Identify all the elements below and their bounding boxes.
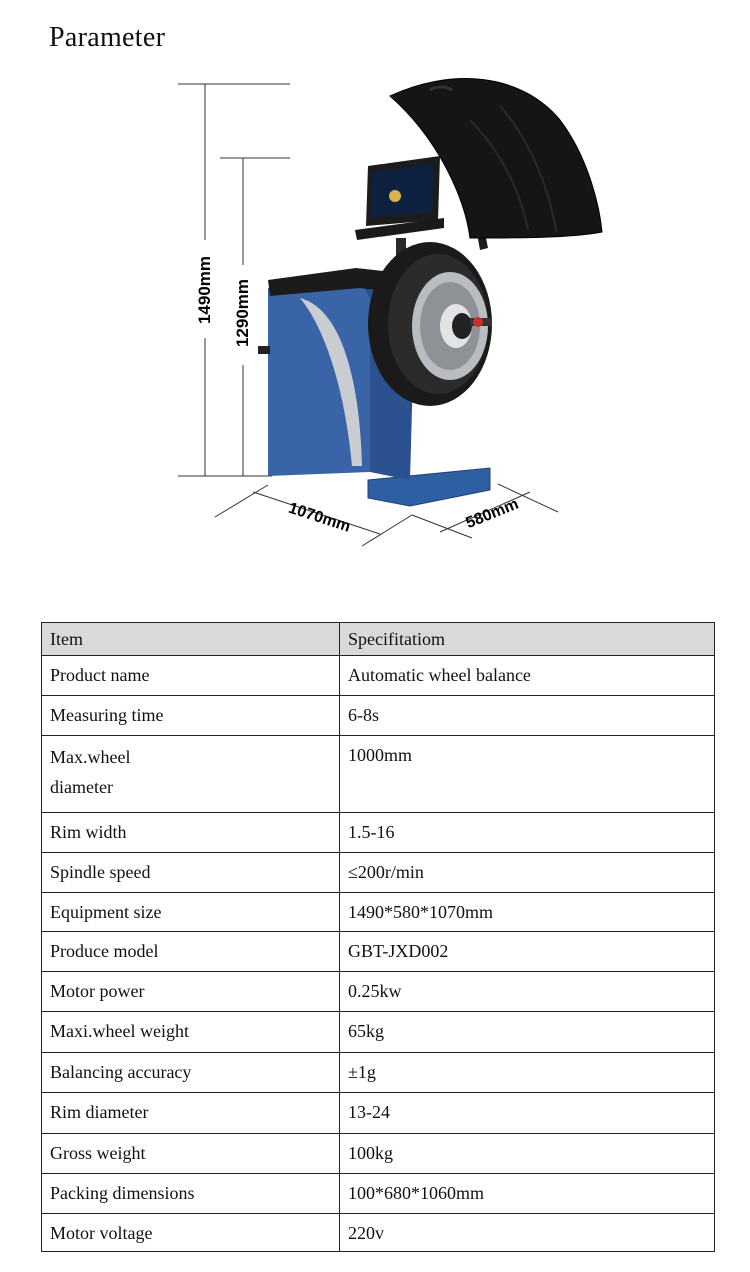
page-title: Parameter <box>49 22 166 53</box>
row-value: 100*680*1060mm <box>340 1174 715 1214</box>
table-row <box>42 1174 715 1214</box>
spec-table <box>41 622 715 1252</box>
row-value: 65kg <box>340 1012 715 1053</box>
product-figure <box>0 60 750 560</box>
table-row <box>42 1053 715 1093</box>
dim-body-height-label: 1290mm <box>233 278 252 348</box>
table-row <box>42 736 715 813</box>
row-value: 0.25kw <box>340 972 715 1012</box>
row-value: 1490*580*1070mm <box>340 893 715 932</box>
table-row <box>42 972 715 1012</box>
row-item: Max.wheel diameter <box>42 736 340 813</box>
row-value: 100kg <box>340 1134 715 1174</box>
wheel-balancer-machine-image <box>0 60 750 560</box>
row-item: Packing dimensions <box>42 1174 340 1214</box>
row-item: Motor power <box>42 972 340 1012</box>
row-item: Motor voltage <box>42 1214 340 1252</box>
header-spec: Specifitatiom <box>340 623 715 656</box>
table-row <box>42 696 715 736</box>
row-value: Automatic wheel balance <box>340 656 715 696</box>
row-item: Rim diameter <box>42 1093 340 1134</box>
row-item: Rim width <box>42 813 340 853</box>
table-row <box>42 1012 715 1053</box>
row-item: Measuring time <box>42 696 340 736</box>
header-item: Item <box>42 623 340 656</box>
row-value: 1000mm <box>340 736 715 813</box>
table-row <box>42 893 715 932</box>
row-value: 220v <box>340 1214 715 1252</box>
row-value: 6-8s <box>340 696 715 736</box>
table-row <box>42 1214 715 1252</box>
dim-width-label: 580mm <box>463 495 522 533</box>
row-item: Produce model <box>42 932 340 972</box>
row-value: ≤200r/min <box>340 853 715 893</box>
table-row <box>42 1134 715 1174</box>
row-item: Product name <box>42 656 340 696</box>
table-row <box>42 813 715 853</box>
table-row <box>42 853 715 893</box>
row-value: 1.5-16 <box>340 813 715 853</box>
dim-length-label: 1070mm <box>286 499 353 536</box>
table-row <box>42 1093 715 1134</box>
row-value: ±1g <box>340 1053 715 1093</box>
row-item: Gross weight <box>42 1134 340 1174</box>
table-row <box>42 932 715 972</box>
row-item: Equipment size <box>42 893 340 932</box>
row-item: Balancing accuracy <box>42 1053 340 1093</box>
row-item: Maxi.wheel weight <box>42 1012 340 1053</box>
row-value: 13-24 <box>340 1093 715 1134</box>
table-header-row <box>42 623 715 656</box>
row-item: Spindle speed <box>42 853 340 893</box>
row-value: GBT-JXD002 <box>340 932 715 972</box>
dim-total-height-label: 1490mm <box>195 255 214 325</box>
table-row <box>42 656 715 696</box>
